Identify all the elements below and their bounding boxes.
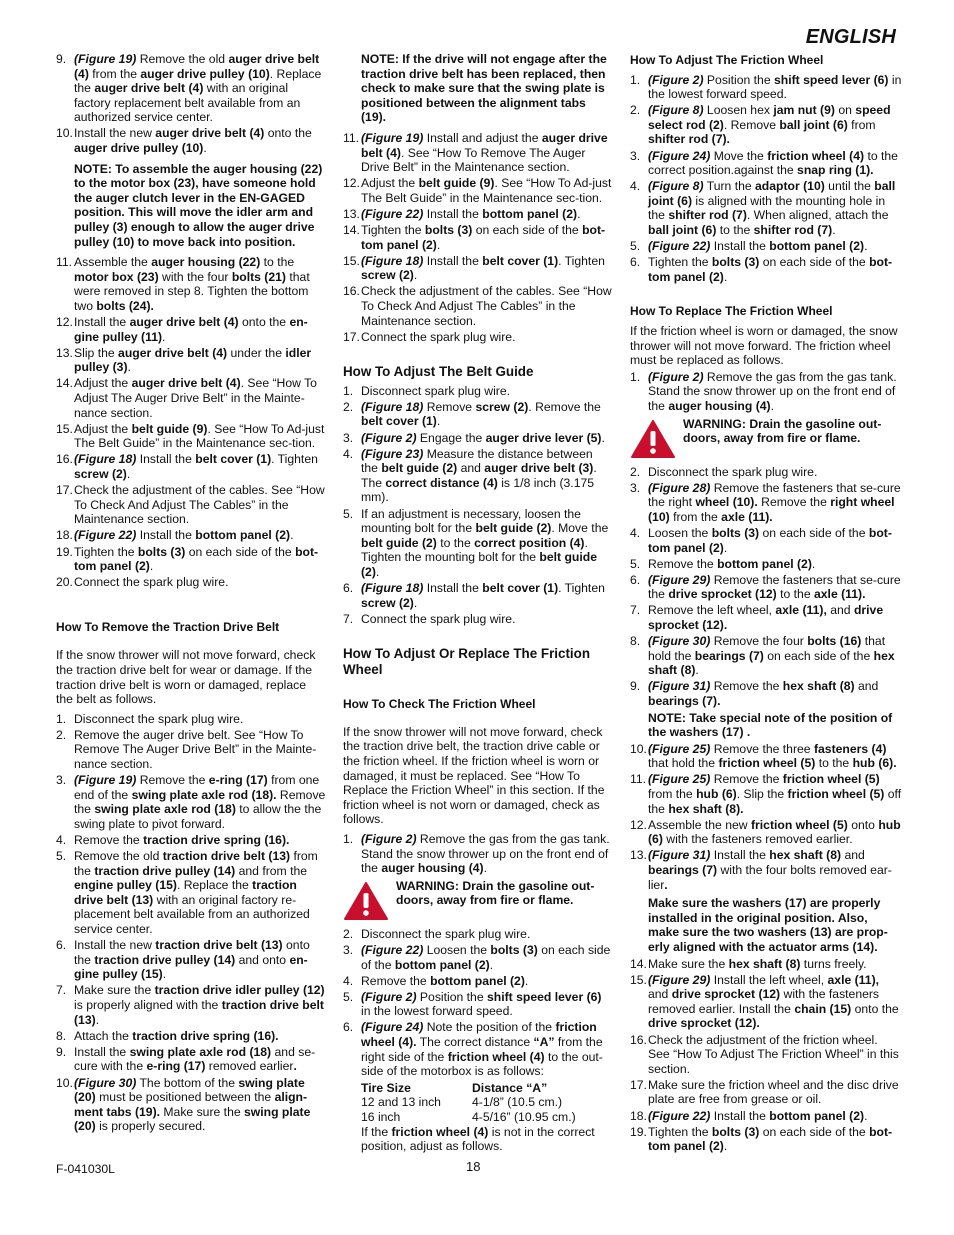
list-item: 13. (Figure 31) Install the hex shaft (8) and bearings (7) with the four bolts removed ear-lier. — [630, 848, 892, 892]
list-item: 18. (Figure 22) Install the bottom panel (2). — [630, 1108, 868, 1123]
figure-ref: (Figure 30) — [74, 1075, 137, 1090]
list-item: 5. Remove the old traction drive belt (13) from the traction drive pulley (14) and from the engine pulley (15). Replace the traction drive belt (13) with an original factory re-placement belt available from an authorized service center. — [56, 849, 318, 937]
list-item: 3. (Figure 24) Move the friction wheel (4) to the correct position.against the snap ring (1). — [630, 148, 898, 178]
list-item: 3. (Figure 2) Engage the auger drive lever (5). — [343, 430, 605, 445]
step-list — [343, 927, 612, 1079]
step-number: 18. — [56, 528, 73, 543]
step-number: 8. — [56, 1028, 67, 1043]
figure-ref: (Figure 2) — [648, 369, 704, 384]
section-heading-replace-friction: How To Replace The Friction Wheel — [630, 304, 833, 319]
step-number: 9. — [630, 679, 641, 694]
step-number: 5. — [630, 239, 641, 254]
step-number: 1. — [630, 72, 641, 87]
step-list — [630, 742, 902, 892]
list-item: 8. Attach the traction drive spring (16). — [56, 1028, 279, 1043]
column-2 — [343, 52, 612, 1158]
list-item: 8. (Figure 30) Remove the four bolts (16) that hold the bearings (7) on each side of the hex shaft (8). — [630, 634, 895, 678]
step-number: 12. — [343, 176, 360, 191]
step-list — [630, 73, 902, 285]
step-list — [56, 52, 326, 156]
section-intro: If the snow thrower will not move forward, check the traction drive belt, the traction drive cable or the friction wheel. If the friction wheel is worn or damaged, it must be replaced. See “How To Replace the Friction Wheel” in this section. If the friction wheel is not worn or damaged, check as follows. — [343, 724, 605, 827]
list-item: 4. (Figure 8) Turn the adaptor (10) until the ball joint (6) is aligned with the mounting hole in the shifter rod (7). When aligned, attach the ball joint (6) to the shifter rod (7). — [630, 179, 896, 238]
figure-ref: (Figure 8) — [648, 103, 704, 118]
figure-ref: (Figure 19) — [361, 130, 424, 145]
step-number: 9. — [56, 1044, 67, 1059]
list-item: 3. (Figure 22) Loosen the bolts (3) on each side of the bottom panel (2). — [343, 942, 611, 972]
note-drive-engage: NOTE: If the drive will not engage after the traction drive belt has been replaced, then check to make sure that the swing plate is positioned between the alignment tabs (19). — [361, 52, 607, 125]
step-number: 11. — [56, 255, 73, 270]
figure-ref: (Figure 2) — [361, 430, 417, 445]
figure-ref: (Figure 18) — [74, 452, 137, 467]
warning-text: WARNING: Drain the gasoline out-doors, away from fire or flame. — [396, 878, 595, 908]
list-item: 19. Tighten the bolts (3) on each side of the bot-tom panel (2). — [56, 544, 319, 574]
list-item: 13. Slip the auger drive belt (4) under the idler pulley (3). — [56, 345, 312, 375]
list-item: 16. Check the adjustment of the cables. See “How To Check And Adjust The Cables” in the Maintenance section. — [343, 284, 612, 328]
figure-ref: (Figure 19) — [74, 773, 137, 788]
after-table-text: If the friction wheel (4) is not in the correct position, adjust as follows. — [361, 1124, 595, 1154]
step-number: 6. — [343, 1020, 354, 1035]
list-item: 19. Tighten the bolts (3) on each side of the bot-tom panel (2). — [630, 1124, 893, 1154]
step-number: 16. — [56, 452, 73, 467]
list-item: 6. Tighten the bolts (3) on each side of the bot-tom panel (2). — [630, 255, 893, 284]
figure-ref: (Figure 24) — [648, 148, 711, 163]
step-number: 7. — [56, 983, 67, 998]
step-number: 12. — [630, 817, 647, 832]
step-number: 4. — [630, 179, 641, 194]
table-header: Distance “A” — [472, 1080, 548, 1095]
step-number: 10. — [630, 741, 647, 756]
step-number: 6. — [630, 255, 641, 270]
step-number: 6. — [630, 572, 641, 587]
warning-text: WARNING: Drain the gasoline out-doors, away from fire or flame. — [683, 416, 882, 446]
subsection-heading-check-friction: How To Check The Friction Wheel — [343, 697, 536, 712]
figure-ref: (Figure 28) — [648, 480, 711, 495]
section-heading-belt-guide: How To Adjust The Belt Guide — [343, 364, 534, 380]
step-number: 1. — [56, 711, 67, 726]
list-item: 10. (Figure 25) Remove the three fasteners (4) that hold the friction wheel (5) to the hub (6). — [630, 741, 897, 771]
figure-ref: (Figure 22) — [74, 528, 137, 543]
document-code: F-041030L — [56, 1162, 115, 1176]
list-item: 4. Remove the bottom panel (2). — [343, 973, 529, 988]
list-item: 15. Adjust the belt guide (9). See “How To Ad-just The Belt Guide” in the Maintenance sec-tion. — [56, 421, 325, 451]
list-item: 9. (Figure 31) Remove the hex shaft (8) and bearings (7). — [630, 679, 879, 708]
list-item: 6. (Figure 18) Install the belt cover (1). Tighten screw (2). — [343, 581, 605, 610]
step-number: 4. — [343, 446, 354, 461]
note-washers-installed: Make sure the washers (17) are properly installed in the original position. Also, make sure the two washers (13) are prop-erly aligned with the actuator arms (14). — [648, 896, 888, 954]
step-number: 16. — [630, 1032, 647, 1047]
step-number: 6. — [56, 938, 67, 953]
step-number: 15. — [56, 421, 73, 436]
list-item: 5. (Figure 2) Position the shift speed lever (6) in the lowest forward speed. — [343, 989, 602, 1019]
figure-ref: (Figure 24) — [361, 1020, 424, 1035]
step-number: 11. — [630, 772, 647, 787]
list-item: 12. Adjust the belt guide (9). See “How To Ad-just The Belt Guide” in the Maintenance sec-tion. — [343, 176, 612, 205]
step-number: 1. — [343, 832, 354, 847]
step-number: 8. — [630, 634, 641, 649]
section-heading-adjust-friction: How To Adjust The Friction Wheel — [630, 53, 824, 67]
step-number: 14. — [630, 956, 647, 971]
step-number: 7. — [343, 611, 354, 626]
list-item: 17. Make sure the friction wheel and the disc drive plate are free from grease or oil. — [630, 1077, 899, 1107]
list-item: 5. Remove the bottom panel (2). — [630, 556, 816, 571]
figure-ref: (Figure 19) — [74, 52, 137, 66]
table-row — [361, 1110, 576, 1125]
table-cell: 12 and 13 inch — [361, 1095, 441, 1110]
table-row — [361, 1095, 576, 1110]
step-number: 4. — [343, 973, 354, 988]
step-number: 17. — [56, 483, 73, 498]
step-number: 2. — [56, 727, 67, 742]
list-item: 11. (Figure 25) Remove the friction wheel (5) from the hub (6). Slip the friction wheel (5) off the hex shaft (8). — [630, 772, 902, 816]
step-number: 14. — [343, 223, 360, 238]
list-item: 3. (Figure 19) Remove the e-ring (17) from one end of the swing plate axle rod (18). Remove the swing plate axle rod (18) to allow the the swing plate to pivot forward. — [56, 773, 326, 831]
list-item: 13. (Figure 22) Install the bottom panel (2). — [343, 206, 581, 221]
column-1 — [56, 52, 326, 1136]
note-washers: NOTE: Take special note of the position of the washers (17) . — [648, 710, 893, 740]
warning-triangle-icon — [343, 881, 389, 921]
list-item: 11. (Figure 19) Install and adjust the auger drive belt (4). See “How To Remove The Auger Drive Belt” in the Maintenance section. — [343, 130, 608, 175]
figure-ref: (Figure 25) — [648, 741, 711, 756]
figure-ref: (Figure 8) — [648, 179, 704, 194]
list-item: 2. (Figure 8) Loosen hex jam nut (9) on speed select rod (2). Remove ball joint (6) from shifter rod (7). — [630, 103, 891, 147]
step-number: 3. — [630, 480, 641, 495]
list-item: 2. (Figure 18) Remove screw (2). Remove the belt cover (1). — [343, 399, 601, 429]
figure-ref: (Figure 29) — [648, 572, 711, 587]
list-item: 16. (Figure 18) Install the belt cover (1). Tighten screw (2). — [56, 452, 318, 482]
table-cell: 16 inch — [361, 1109, 401, 1124]
step-number: 10. — [56, 1075, 73, 1090]
step-number: 14. — [56, 376, 73, 391]
list-item: 6. (Figure 29) Remove the fasteners that se-cure the drive sprocket (12) to the axle (11). — [630, 572, 901, 602]
list-item: 9. (Figure 19) Remove the old auger drive belt (4) from the auger drive pulley (10). Replace the auger drive belt (4) with an original factory replacement belt available from an authorized service center. — [56, 52, 322, 125]
list-item: 7. Make sure the traction drive idler pulley (12) is properly aligned with the traction drive belt (13). — [56, 983, 325, 1027]
step-number: 20. — [56, 575, 73, 590]
step-number: 7. — [630, 603, 641, 618]
figure-ref: (Figure 22) — [648, 239, 711, 254]
step-list — [343, 131, 612, 344]
step-number: 5. — [343, 989, 354, 1004]
step-number: 4. — [56, 833, 67, 847]
step-number: 15. — [630, 972, 647, 987]
list-item: 1. Disconnect spark plug wire. — [343, 383, 511, 398]
step-number: 3. — [343, 430, 354, 445]
step-number: 5. — [343, 506, 354, 521]
figure-ref: (Figure 29) — [648, 972, 711, 987]
figure-ref: (Figure 25) — [648, 772, 711, 787]
figure-ref: (Figure 2) — [361, 832, 417, 847]
step-number: 3. — [56, 773, 67, 788]
step-list — [343, 832, 612, 876]
step-list — [630, 957, 902, 1154]
list-item: 15. (Figure 29) Install the left wheel, axle (11), and drive sprocket (12) with the fasteners removed earlier. Install the chain (15) onto the drive sprocket (12). — [630, 972, 899, 1031]
step-number: 12. — [56, 315, 73, 330]
list-item: 7. Connect the spark plug wire. — [343, 611, 516, 626]
step-number: 2. — [343, 926, 354, 941]
list-item: 2. Remove the auger drive belt. See “How To Remove The Auger Drive Belt” in the Mainte-nance section. — [56, 727, 317, 772]
figure-ref: (Figure 18) — [361, 253, 424, 268]
step-number: 9. — [56, 52, 67, 66]
section-intro: If the friction wheel is worn or damaged, the snow thrower will not move forward. The friction wheel must be replaced as follows. — [630, 324, 898, 368]
step-number: 16. — [343, 284, 360, 299]
step-number: 1. — [343, 383, 354, 398]
note-auger-housing: NOTE: To assemble the auger housing (22) to the motor box (23), have someone hold the auger clutch lever in the EN-GAGED position. This will move the idler arm and pulley (3) enough to allow the auger drive pulley (10) to move back into position. — [74, 161, 323, 249]
step-number: 18. — [630, 1108, 647, 1123]
step-number: 5. — [630, 556, 641, 571]
section-heading-remove-traction-belt: How To Remove the Traction Drive Belt — [56, 619, 280, 634]
page-number: 18 — [466, 1159, 481, 1174]
list-item: 14. Adjust the auger drive belt (4). See “How To Adjust The Auger Drive Belt” in the Mainte-nance section. — [56, 376, 317, 420]
list-item: 3. (Figure 28) Remove the fasteners that se-cure the right wheel (10). Remove the right wheel (10) from the axle (11). — [630, 480, 901, 524]
step-number: 17. — [630, 1077, 647, 1092]
list-item: 4. Remove the traction drive spring (16). — [56, 833, 290, 847]
list-item: 6. Install the new traction drive belt (13) onto the traction drive pulley (14) and onto en-gine pulley (15). — [56, 938, 310, 982]
step-number: 3. — [343, 942, 354, 957]
list-item: 12. Install the auger drive belt (4) onto the en-gine pulley (11). — [56, 315, 308, 344]
list-item: 17. Check the adjustment of the cables. See “How To Check And Adjust The Cables” in the Maintenance section. — [56, 483, 325, 527]
language-heading: ENGLISH — [805, 26, 896, 48]
warning-triangle-icon — [630, 419, 676, 459]
list-item: 14. Tighten the bolts (3) on each side of the bot-tom panel (2). — [343, 223, 606, 252]
step-number: 3. — [630, 148, 641, 163]
list-item: 4. Loosen the bolts (3) on each side of the bot-tom panel (2). — [630, 525, 892, 555]
section-intro: If the snow thrower will not move forward, check the traction drive belt for wear or damage. If the traction drive belt is worn or damaged, replace the belt as follows. — [56, 648, 316, 707]
list-item: 5. If an adjustment is necessary, loosen the mounting bolt for the belt guide (2). Move the belt guide (2) to the correct position (4). Tighten the mounting bolt for the belt guide (2). — [343, 506, 609, 579]
figure-ref: (Figure 18) — [361, 399, 424, 414]
list-item: 9. Install the swing plate axle rod (18) and se-cure with the e-ring (17) removed earlier. — [56, 1044, 316, 1074]
list-item: 1. Disconnect the spark plug wire. — [56, 711, 244, 726]
list-item: 10. Install the new auger drive belt (4) onto the auger drive pulley (10). — [56, 126, 312, 156]
step-list — [630, 370, 902, 414]
list-item: 7. Remove the left wheel, axle (11), and drive sprocket (12). — [630, 603, 884, 632]
figure-ref: (Figure 22) — [361, 942, 424, 957]
step-number: 2. — [630, 464, 641, 479]
figure-ref: (Figure 18) — [361, 581, 424, 595]
column-3 — [630, 52, 902, 1156]
step-number: 10. — [56, 126, 73, 141]
list-item: 5. (Figure 22) Install the bottom panel (2). — [630, 239, 868, 254]
list-item: 2. Disconnect the spark plug wire. — [343, 926, 531, 941]
figure-ref: (Figure 31) — [648, 848, 711, 863]
figure-ref: (Figure 22) — [648, 1108, 711, 1123]
figure-ref: (Figure 2) — [648, 72, 704, 87]
figure-ref: (Figure 22) — [361, 206, 424, 221]
step-number: 15. — [343, 253, 360, 268]
list-item: 1. (Figure 2) Remove the gas from the gas tank. Stand the snow thrower up on the front end of the auger housing (4). — [343, 832, 610, 876]
step-number: 4. — [630, 525, 641, 540]
figure-ref: (Figure 31) — [648, 679, 711, 694]
list-item: 16. Check the adjustment of the friction wheel. See “How To Adjust The Friction Wheel” in this section. — [630, 1032, 899, 1076]
list-item: 17. Connect the spark plug wire. — [343, 329, 516, 344]
warning-block — [630, 417, 902, 459]
step-list — [56, 255, 326, 590]
figure-ref: (Figure 23) — [361, 446, 424, 461]
step-number: 13. — [56, 345, 73, 360]
table-header: Tire Size — [361, 1080, 411, 1095]
distance-table-wrap — [343, 1081, 612, 1154]
step-number: 11. — [343, 130, 360, 145]
list-item: 12. Assemble the new friction wheel (5) onto hub (6) with the fasteners removed earlier. — [630, 817, 901, 847]
list-item: 1. (Figure 2) Remove the gas from the gas tank. Stand the snow thrower up on the front end of the auger housing (4). — [630, 369, 897, 413]
step-number: 19. — [630, 1124, 647, 1139]
step-number: 6. — [343, 581, 354, 595]
list-item: 1. (Figure 2) Position the shift speed lever (6) in the lowest forward speed. — [630, 72, 902, 102]
list-item: 20. Connect the spark plug wire. — [56, 575, 229, 590]
list-item: 10. (Figure 30) The bottom of the swing plate (20) must be positioned between the align-ment tabs (19). Make sure the swing plate (20) is properly secured. — [56, 1075, 311, 1134]
figure-ref: (Figure 2) — [361, 989, 417, 1004]
step-number: 19. — [56, 544, 73, 559]
step-list — [343, 384, 612, 627]
step-number: 1. — [630, 369, 641, 384]
list-item: 6. (Figure 24) Note the position of the friction wheel (4). The correct distance “A” from the right side of the friction wheel (4) to the out-side of the motorbox is as follows: — [343, 1020, 603, 1079]
list-item: 2. Disconnect the spark plug wire. — [630, 464, 818, 479]
step-number: 13. — [630, 848, 647, 863]
step-number: 17. — [343, 329, 360, 344]
step-number: 2. — [343, 399, 354, 414]
step-number: 5. — [56, 849, 67, 864]
list-item: 14. Make sure the hex shaft (8) turns freely. — [630, 956, 867, 971]
step-number: 13. — [343, 206, 360, 221]
step-list — [630, 465, 902, 709]
table-cell: 4-5/16” (10.95 cm.) — [472, 1109, 576, 1124]
step-list — [56, 712, 326, 1134]
distance-table — [361, 1081, 576, 1125]
table-cell: 4-1/8” (10.5 cm.) — [472, 1095, 563, 1110]
section-heading-friction-wheel: How To Adjust Or Replace The Friction Wheel — [343, 646, 591, 677]
list-item: 15. (Figure 18) Install the belt cover (1). Tighten screw (2). — [343, 253, 605, 283]
list-item: 4. (Figure 23) Measure the distance between the belt guide (2) and auger drive belt (3). The correct distance (4) is 1/8 inch (3.175 mm). — [343, 446, 597, 505]
figure-ref: (Figure 30) — [648, 634, 711, 649]
step-number: 2. — [630, 103, 641, 118]
list-item: 11. Assemble the auger housing (22) to the motor box (23) with the four bolts (21) that were removed in step 8. Tighten the bottom two bolts (24). — [56, 255, 310, 313]
warning-block — [343, 879, 612, 921]
list-item: 18. (Figure 22) Install the bottom panel (2). — [56, 528, 294, 543]
